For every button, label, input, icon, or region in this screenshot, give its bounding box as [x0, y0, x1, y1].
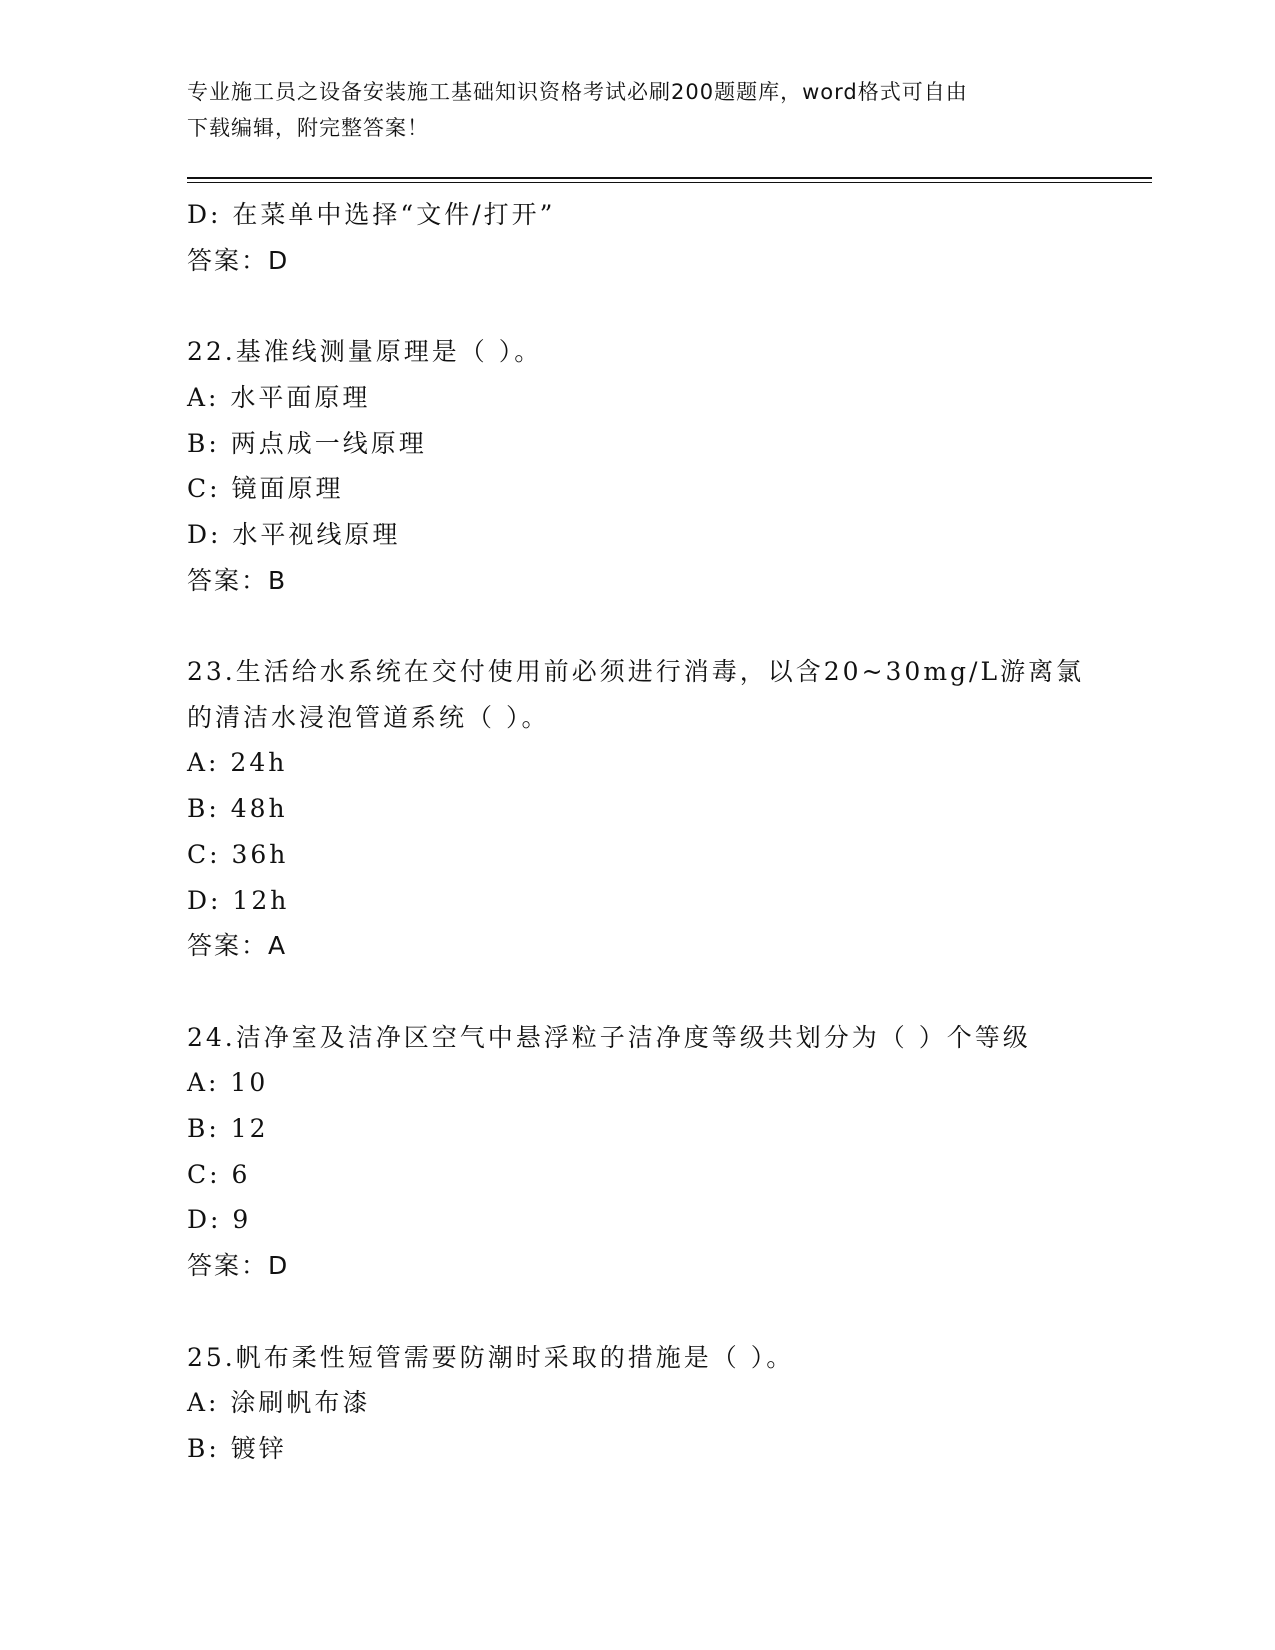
question-stem: 22.基准线测量原理是（ ）。: [187, 337, 543, 367]
header-divider-thin: [187, 182, 1152, 183]
option-c: C: 6: [187, 1159, 251, 1189]
question-21-tail: [187, 192, 1087, 283]
question-25: [187, 1335, 1087, 1472]
spacer: [187, 283, 1087, 329]
question-22: [187, 329, 1087, 603]
answer-line: 答案：A: [187, 931, 288, 961]
spacer: [187, 1289, 1087, 1335]
answer-line: 答案：D: [187, 1251, 290, 1281]
option-b: B: 镀锌: [187, 1433, 287, 1463]
option-c: C: 镜面原理: [187, 474, 344, 504]
question-stem: 25.帆布柔性短管需要防潮时采取的措施是（ ）。: [187, 1342, 795, 1372]
answer-line: 答案：B: [187, 565, 288, 595]
option-d: D: 水平视线原理: [187, 519, 401, 549]
option-d: D: 12h: [187, 885, 290, 915]
option-a: A: 涂刷帆布漆: [187, 1388, 371, 1418]
option-d: D: 9: [187, 1205, 252, 1235]
document-header: [187, 74, 1067, 146]
option-a: A: 水平面原理: [187, 382, 371, 412]
spacer: [187, 969, 1087, 1015]
option-c: C: 36h: [187, 839, 289, 869]
header-divider-thick: [187, 177, 1152, 179]
header-line-2: 下载编辑，附完整答案！: [187, 116, 429, 140]
option-a: A: 24h: [187, 748, 288, 778]
option-d: D: 在菜单中选择“文件/打开”: [187, 200, 556, 229]
question-stem-line-2: 的清洁水浸泡管道系统（ ）。: [187, 702, 550, 732]
question-list: [187, 192, 1087, 1472]
option-a: A: 10: [187, 1068, 269, 1098]
question-24: [187, 1015, 1087, 1289]
option-b: B: 48h: [187, 794, 288, 824]
question-23: [187, 649, 1087, 969]
option-b: B: 两点成一线原理: [187, 428, 427, 458]
answer-line: 答案：D: [187, 245, 290, 275]
option-b: B: 12: [187, 1114, 269, 1144]
spacer: [187, 603, 1087, 649]
question-stem: 24.洁净室及洁净区空气中悬浮粒子洁净度等级共划分为（ ）个等级: [187, 1022, 1031, 1052]
header-line-1: 专业施工员之设备安装施工基础知识资格考试必刷200题题库，word格式可自由: [187, 80, 968, 104]
question-stem-line-1: 23.生活给水系统在交付使用前必须进行消毒，以含20~30mg/L游离氯: [187, 657, 1085, 686]
